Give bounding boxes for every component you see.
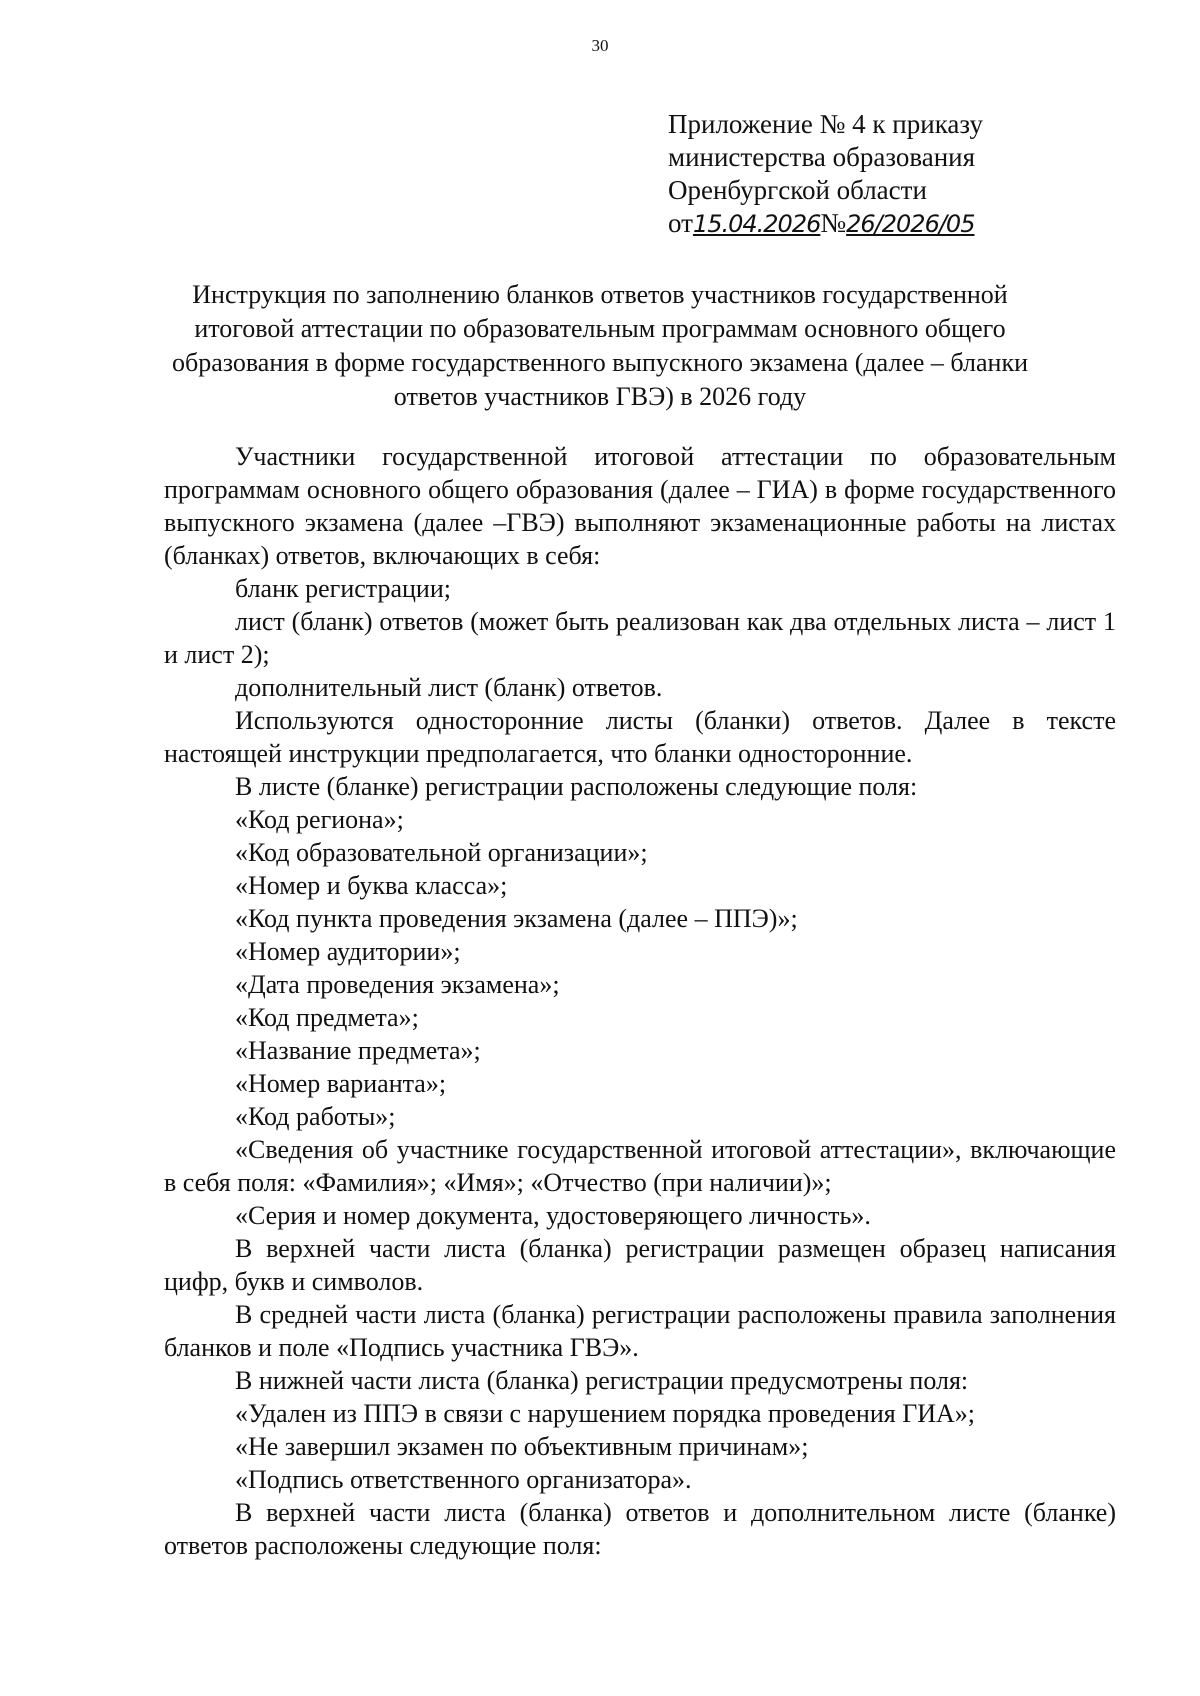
list-item: «Код предмета»; [235,1003,419,1032]
appendix-date-number [668,207,983,241]
page-number: 30 [591,36,609,55]
appendix-number: 26/2026/05 [846,210,975,238]
list-item: «Код образовательной организации»; [235,838,648,867]
paragraph: В верхней части листа (бланка) регистрации размещен образец написания цифр, букв и символов. [164,1234,1116,1296]
paragraph: Участники государственной итоговой аттестации по образовательным программам основного общего образования (далее – ГИА) в форме государственного выпускного экзамена (далее –ГВЭ) выполняют экзаменационные работы на листах (бланках) ответов, включающих в себя: [164,442,1116,570]
list-item: «Номер и буква класса»; [235,871,508,900]
document-body [164,440,1116,1562]
list-item: «Название предмета»; [235,1036,481,1065]
paragraph: В листе (бланке) регистрации расположены следующие поля: [235,772,918,801]
paragraph: бланк регистрации; [235,574,451,603]
list-item: «Код региона»; [235,805,404,834]
appendix-date: 15.04.2026 [692,210,821,238]
appendix-number-sign: № [820,208,847,238]
appendix-line-1: Приложение № 4 к приказу [668,109,983,139]
paragraph: Используются односторонние листы (бланки) ответов. Далее в тексте настоящей инструкции предполагается, что бланки односторонние. [164,706,1116,768]
list-item: «Сведения об участнике государственной итоговой аттестации», включающие в себя поля: «Фамилия»; «Имя»; «Отчество (при наличии)»; [164,1135,1116,1197]
paragraph: В средней части листа (бланка) регистрации расположены правила заполнения бланков и поле «Подпись участника ГВЭ». [164,1300,1116,1362]
appendix-line-3: Оренбургской области [668,175,927,205]
list-item: «Подпись ответственного организатора». [235,1465,692,1494]
paragraph: лист (бланк) ответов (может быть реализован как два отдельных листа – лист 1 и лист 2); [164,607,1116,669]
appendix-line-2: министерства образования [668,142,976,172]
list-item: «Код пункта проведения экзамена (далее – ППЭ)»; [235,904,798,933]
appendix-header [668,108,983,241]
list-item: «Не завершил экзамен по объективным причинам»; [235,1432,809,1461]
list-item: «Код работы»; [235,1102,396,1131]
list-item: «Дата проведения экзамена»; [235,970,560,999]
list-item: «Номер варианта»; [235,1069,447,1098]
paragraph: дополнительный лист (бланк) ответов. [235,673,663,702]
list-item: «Удален из ППЭ в связи с нарушением порядка проведения ГИА»; [235,1399,975,1428]
document-title: Инструкция по заполнению бланков ответов участников государственной итоговой аттестации по образовательным программам основного общего образования в форме государственного выпускного экзамена (далее – бланки ответов участников ГВЭ) в 2026 году [171,280,1028,411]
appendix-from-label: от [668,208,693,238]
list-item: «Серия и номер документа, удостоверяющего личность». [235,1201,871,1230]
paragraph: В верхней части листа (бланка) ответов и дополнительном листе (бланке) ответов расположены следующие поля: [164,1498,1116,1560]
paragraph: В нижней части листа (бланка) регистрации предусмотрены поля: [235,1366,969,1395]
list-item: «Номер аудитории»; [235,937,461,966]
